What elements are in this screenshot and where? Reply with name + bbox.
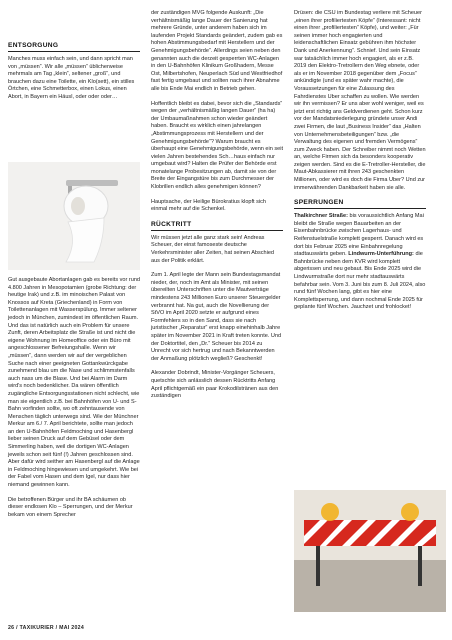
paragraph: Drüsen: die CSU im Bundestag verliere mit Scheuer „einen ihrer profiliertesten Köpfe“ (Interessant: nicht einen ihrer „profiliertesten“ Köpfe), und weiter: „Für seinen immer hoch engagierten und leidenschaftlichen Einsatz gebühren ihm höchster Dank und Anerkennung“. Schnief. Und sein Einsatz war tatsächlich immer hoch engagiert, als er z.B. 2019 den Elektro-Tretrollern den Weg ebnete, oder als er im November 2018 gegenüber dem „Focus“ ankündigte (und es später wahr machte), die Voraussetzungen für eine Zulassung des Fahrdienstes Uber schaffen zu wollen. Wie werden wir ihn vermissen? Er uns aber wohl weniger, weil es jetzt erst richtig ans Geldverdienen geht. Schon kurz vor der Mandatsniederlegung gründete unser Andi zwei Firmen, die laut „Business Insider“ das „Halten von Unternehmensbeteiligungen“ bzw. „die Verwaltung des eigenen und fremden Vermögens“ zum Zweck haben. Der Schreiber nimmt noch Wetten an, welche Firmen sich da besonders kooperativ zeigen werden. Sind es die E-Tretroller-Hersteller, die Maut-Abkassierer mit ihren 243 geschenkten Millionen, oder wird es doch die Firma Uber? Und zur immerwährenden Dankbarkeit haben sie alle. [294,10,426,191]
paragraph: Hoffentlich bleibt es dabei, bevor sich die „Standards“ wegen der „verhältnismäßig langen Dauer“ (ha ha) der Umbaumaßnahmen schon wieder geändert haben. Braucht es wirklich einen jahrelangen „Abstimmungsprozess mit Herstellern und der Genehmigungsbehörde“? Warum braucht es überhaupt eine Genehmigungsbehörde, wenn ein seit vielen Jahren bestehendes Sch…haus einfach nur umgebaut wird? Halten die Prüfer der Behörde erst monatelange Probesitzungen ab, damit sie von der Breite der Eingangstüre bis zum Durchmesser der Klobrillen endlich alles genehmigen können? [151,100,283,191]
section-heading-ruecktritt: RÜCKTRITT [151,221,283,231]
paragraph-text: die Bahnbrücke neben dem KVR wird komplett abgerissen und neu gebaut. Bis Ende 2025 wird die Lindwurmstraße dort nur mehr stadtauswärts befahrbar sein. Vom 3. Juni bis zum 8. Juli 2024, also rund fünf Wochen lang, gibt es hier eine Komplettsperrung, und dann nochmal Ende 2025 für geplante fünf Wochen. Jauchzet und frohlocket! [294,251,426,311]
road-name: Thalkirchner Straße: [294,213,348,220]
barrier-icon [294,490,446,612]
column-1-continued [8,277,140,526]
paragraph: Alexander Dobrindt, Minister-Vorgänger Scheuers, quetschte sich anlässlich dessen Rücktritts Anfang April pflichtgemäß ein paar Krokodilstränen aus den zuständigen [151,370,279,400]
section-heading-sperrungen: SPERRUNGEN [294,199,426,209]
section-heading-entsorgung: ENTSORGUNG [8,42,140,52]
paragraph: Zum 1. April legte der Mann sein Bundestagsmandat nieder, der, noch im Amt als Minister, mit seinen übereilten Unterschriften unter die Mautverträge mindestens 243 Millionen Euro unserer Steuergelder verbrannt hat. Na gut, auch die Novellierung der StVO im April 2020 setzte er aufgrund eines Formfehlers so in den Sand, dass sie nach juristischer „Reparatur“ erst knapp einehinhalb Jahre später im November 2021 in Kraft treten konnte. Und der Doktortitel, den „Dr.“ Scheuer bis 2014 zu Unrecht vor sich hertrug und nach Bekanntwerden der Anmaßung plötzlich wegließ? Geschenkt! [151,272,282,362]
paragraph: Die betroffenen Bürger und ihr BA schäumen ob dieser endlosen Klo – Sperrungen, und der Merkur bekam von einem Sprecher [8,496,133,518]
paragraph: Wir müssen jetzt alle ganz stark sein! Andreas Scheuer, der einst famoseste deutsche Verkehrsminister aller Zeiten, hat seinen Abschied aus der Politik erklärt. [151,234,275,264]
toilet-paper-photo [8,162,140,270]
column-2 [151,10,283,408]
column-1 [8,42,140,109]
paragraph: Hauptsache, der Heilige Bürokratius klopft sich einmal mehr auf die Schenkel. [151,198,267,213]
toilet-paper-icon [8,162,140,270]
page-footer: 26 / TAXIKURIER / MAI 2024 [8,625,85,631]
paragraph [294,213,426,312]
road-barrier-photo [294,490,446,612]
road-name: Lindwurm-Unterführung: [348,251,414,258]
column-3 [294,10,426,319]
paragraph: Gut ausgebaute Abortanlagen gab es bereits vor rund 4.800 Jahren in Mesopotamien (grobe Richtung: der heutige Irak) und z.B. im minoischen Palast von Knossos auf Kreta (Griechenland) in Form von Toilettenanlagen mit Wasserspülung. Immer seltener jedoch in München, zumindest im öffentlichen Raum. Und das ist natürlich auch ein Problem für unsere Zunft, deren Arbeitsplatz die Straße ist und nicht die eigene Wohnung im Homeoffice oder ein Büro mit angeschlossener Befreiungshalle. Wenn wir „müssen“, dann werden wir auf der vergeblichen Suche nach einer geeigneten Gottankwürckgabe zunehmend blau um die Nase und schlimmstenfalls auch nass um die Blase. Und bei Alarm im Darm wird's noch bedenklicher. Da wären öffentlich zugängliche Entsorgungsstationen nicht schlecht, wie man sie eigentlich z.B. bei Bahnhöfen von U- und S-Bahn vorfinden sollte, wo oft zehntausende von Menschen täglich unterwegs sind. Wie der Münchner Merkur am 6./ 7. April berichtete, sollte man jedoch an den U-Bahnhöfen Feldmoching und Hasenbergl lieber seinen Druck auf dem Gebüsel oder dem Simmerling haben, weil die dortigen WC-Anlagen jeweils schon seit fünf (!) Jahren geschlossen sind. Aber dafür wird seither am Hasenbergl auf die Anlage in Feldmoching hingewiesen und umgekehrt. Wie bei der Fabel vom Hasen und dem Igel, nur dass hier niemand gewinnen kann. [8,277,140,489]
paragraph: Manches muss einfach sein, und dann spricht man von „müssen“. Wir alle „müssen“ üblicherweise mehrmals am Tag „klein“, seltener „groß“, und brauchen dazu eine Toilette, ein Klo(sett), ein stilles Örtchen, eine Schmetterbox, einen Lokus, einen Abort, in Bayern ein Häusl, oder oder oder… [8,56,135,100]
paragraph-text: bis voraussichtlich Anfang Mai bleibt die Straße wegen Bauarbeiten an der Eisenbahnbrücke zwischen Lagerhaus- und Reifenstuelstraße komplett gesperrt. Danach wird es dort bis Februar 2025 eine Einbahnregelung stadtauswärts geben. [294,213,424,258]
paragraph: der zuständigen MVG folgende Auskunft: „Die verhältnismäßig lange Dauer der Sanierung hat mehrere Gründe, unter anderem haben sich im laufenden Projekt Standards geändert, zudem gab es hohen Abstimmungsbedarf mit Herstellern und der Genehmigungsbehörde“. Allerdings seien neben den genannten auch die derzeit gesperrten WC-Anlagen in den U-Bahnhöfen Klinikum Großhadern, Messe Ost, Milbertshofen, Neuperlach Süd und Westfriedhof fast fertig umgebaut und sollten nach ihrer Abnahme alle bis Ende Mai endlich in Betrieb gehen. [151,10,283,92]
